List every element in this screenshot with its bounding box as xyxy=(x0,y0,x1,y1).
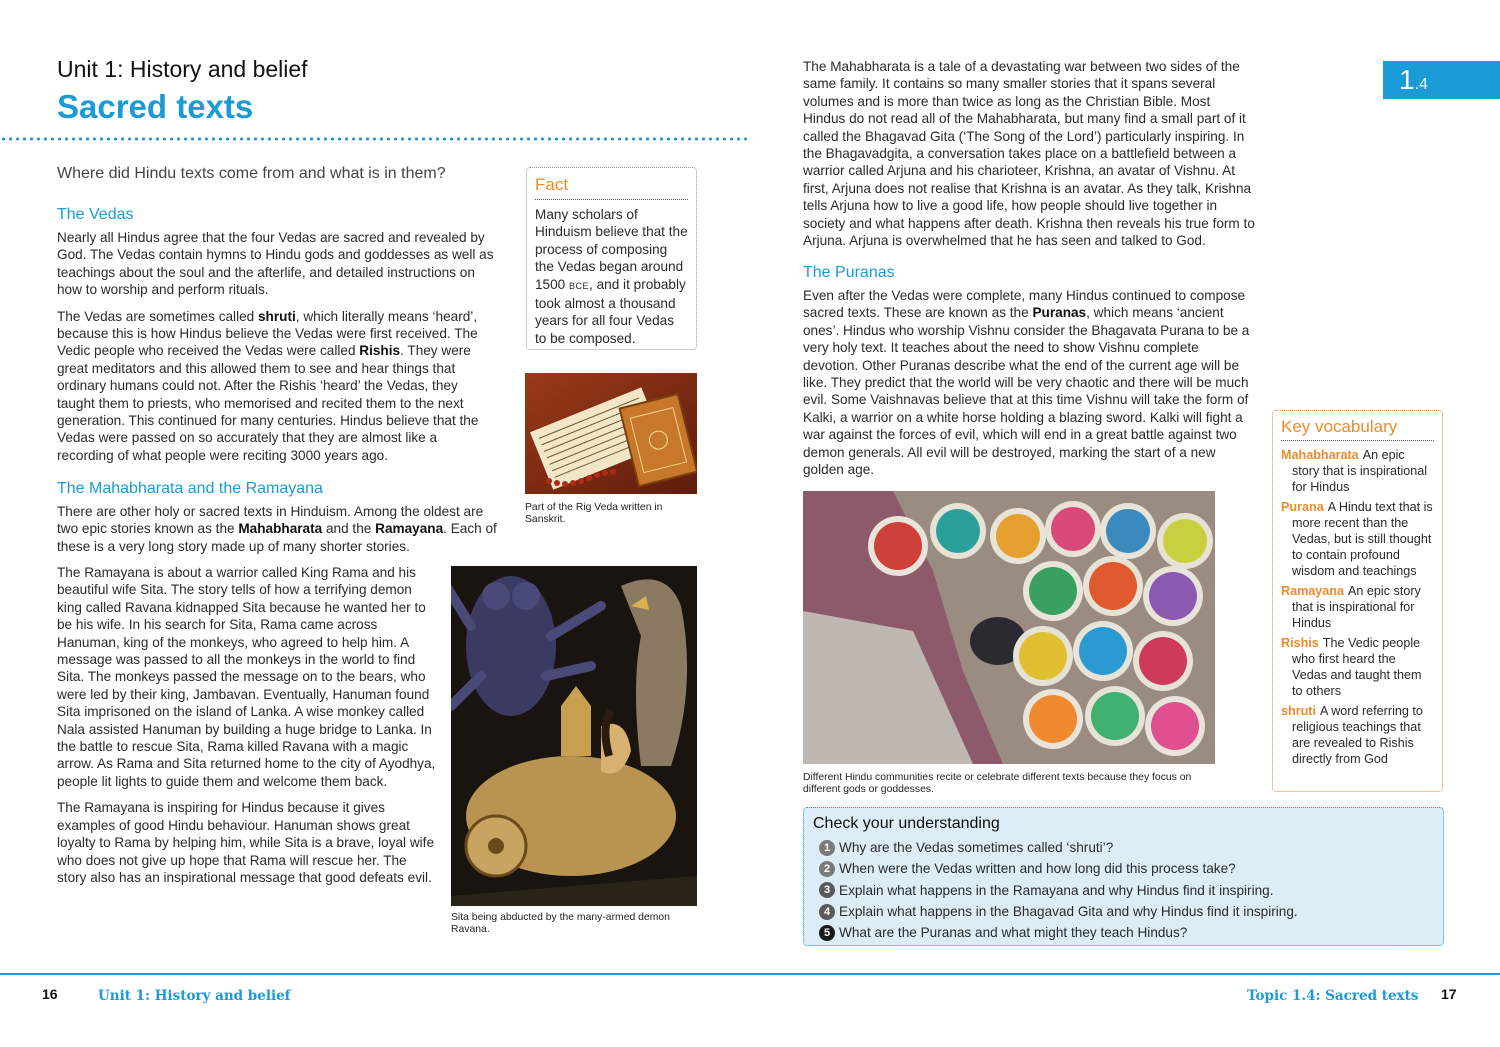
rig-veda-caption: Part of the Rig Veda written in Sanskrit. xyxy=(525,502,663,526)
question-number: 3 xyxy=(819,882,835,898)
mahabharata-section xyxy=(803,58,1255,258)
vocab-term: Mahabharata xyxy=(1281,448,1359,462)
mahabharata-paragraph: The Mahabharata is a tale of a devastating war between two sides of the same family. It contains so many smaller stories that it spans several volumes and is more than twice as long as the Christian Bible. Most Hindus do not read all of the Mahabharata, but many find a small part of it called the Bhagavad Gita (‘The Song of the Lord’) particularly inspiring. In the Bhagavadgita, a conversation takes place on a battlefield between a warrior called Arjuna and his charioteer, Krishna, an avatar of Vishnu. At first, Arjuna does not realise that Krishna is an avatar. As they talk, Krishna tells Arjuna how to live a good life, how people should live together in society and what happens after death. Krishna then reveals his true form to Arjuna. Arjuna is overwhelmed that he has seen and talked to God. xyxy=(803,59,1255,249)
topic-badge xyxy=(1383,61,1500,99)
question-text: Explain what happens in the Bhagavad Gita and why Hindus find it inspiring. xyxy=(839,903,1298,919)
fact-box xyxy=(526,167,697,350)
puranas-section xyxy=(803,264,1255,487)
question-number: 2 xyxy=(819,861,835,877)
question-text: When were the Vedas written and how long did this process take? xyxy=(839,861,1236,877)
vocab-entry xyxy=(1281,703,1434,767)
question-item xyxy=(813,922,1434,943)
vocab-entry xyxy=(1281,499,1434,579)
painted-plates-photo xyxy=(803,491,1215,764)
puranas-heading: The Puranas xyxy=(803,264,895,281)
vocab-definition: A word referring to religious teachings that are revealed to Rishis directly from God xyxy=(1292,704,1423,766)
check-heading: Check your understanding xyxy=(813,815,1000,832)
topic-badge-subnumber: .4 xyxy=(1414,76,1428,93)
epics-section xyxy=(57,480,497,564)
footer-rule xyxy=(0,973,1500,975)
fact-heading: Fact xyxy=(535,175,688,200)
term-rishis: Rishis xyxy=(359,343,401,359)
fact-text: Many scholars of Hinduism believe that the process of composing the Vedas began around 1500 BCE, and it probably took almost a thousand years for all four Vedas to be composed. xyxy=(535,207,688,346)
term-ramayana: Ramayana xyxy=(375,521,444,537)
vocab-term: shruti xyxy=(1281,704,1316,718)
ramayana-section xyxy=(57,564,437,895)
vedas-paragraph-1: Nearly all Hindus agree that the four Vedas are sacred and revealed by God. The Vedas contain hymns to Hindu gods and goddesses as well as teachings about the soul and the afterlife, and detailed instructions on how to worship and perform rituals. xyxy=(57,230,494,298)
question-text: Explain what happens in the Ramayana and why Hindus find it inspiring. xyxy=(839,882,1274,898)
question-number: 5 xyxy=(819,925,835,941)
vedas-section xyxy=(57,206,497,473)
sita-abduction-illustration xyxy=(451,566,697,906)
question-number: 4 xyxy=(819,904,835,920)
vocab-term: Ramayana xyxy=(1281,584,1345,598)
question-number: 1 xyxy=(819,840,835,856)
check-understanding-box xyxy=(803,807,1444,946)
left-running-footer: Unit 1: History and belief xyxy=(98,988,291,1004)
dotted-divider xyxy=(0,137,748,141)
vocab-heading: Key vocabulary xyxy=(1281,417,1434,441)
vocab-definition: A Hindu text that is more recent than the Vedas, but is still thought to contain profound wisdom and teachings xyxy=(1292,500,1433,578)
term-mahabharata: Mahabharata xyxy=(238,521,323,537)
ramayana-paragraph-1: The Ramayana is about a warrior called King Rama and his beautiful wife Sita. The story tells of how a terrifying demon king called Ravana kidnapped Sita because he wanted her to be his wife. In his search for Sita, Rama came across Hanuman, king of the monkeys, who agreed to help him. A message was passed to all the monkeys in the world to find Sita. The monkeys passed the message on to the bears, who were led by their king, Jambavan. Eventually, Hanuman found Sita imprisoned on the island of Lanka. A wise monkey called Nala assisted Hanuman by building a huge bridge to Lanka. In the battle to rescue Sita, Rama killed Ravana with a magic arrow. As Rama and Sita returned home to the city of Ayodhya, people lit lights to guide them and welcome them back. xyxy=(57,565,436,789)
sita-caption: Sita being abducted by the many-armed demon Ravana. xyxy=(451,912,670,936)
vocab-entry xyxy=(1281,447,1434,495)
vocab-entry xyxy=(1281,583,1434,631)
question-text: What are the Puranas and what might they teach Hindus? xyxy=(839,925,1188,941)
plates-caption: Different Hindu communities recite or celebrate different texts because they focus on different gods or goddesses. xyxy=(803,772,1192,796)
rig-veda-photo xyxy=(525,373,697,494)
vocab-definition: The Vedic people who first heard the Vedas and taught them to others xyxy=(1292,636,1422,698)
question-item xyxy=(813,858,1434,879)
vocab-entry xyxy=(1281,635,1434,699)
ramayana-paragraph-2: The Ramayana is inspiring for Hindus because it gives examples of good Hindu behaviour. Hanuman shows great loyalty to Rama by helping him, while Sita is a brave, loyal wife who does not give up hope that Rama will rescue her. The story also has an inspirational message that good defeats evil. xyxy=(57,800,435,885)
vocab-term: Purana xyxy=(1281,500,1324,514)
term-shruti: shruti xyxy=(258,308,296,324)
right-page-number: 17 xyxy=(1441,986,1457,1002)
puranas-paragraph: Even after the Vedas were complete, many Hindus continued to compose sacred texts. These are known as the Puranas, which means ‘ancient ones’. Hindus who worship Vishnu consider the Bhagavata Purana to be a very holy text. It teaches about the need to show Vishnu complete devotion. Other Puranas describe what the end of the current age will be like. They predict that the world will be very chaotic and there will be much evil. Some Vaishnavas believe that at this time Vishnu will take the form of Kalki, a warrior on a white horse holding a blazing sword. Kalki will fight a war against the forces of evil, which will end in a great battle against two demon generals. All evil will be destroyed, marking the start of a new golden age. xyxy=(803,288,1250,478)
question-item xyxy=(813,837,1434,858)
page-title: Sacred texts xyxy=(57,88,254,125)
term-puranas: Puranas xyxy=(1032,305,1087,321)
unit-title: Unit 1: History and belief xyxy=(57,56,308,82)
vedas-heading: The Vedas xyxy=(57,206,134,223)
left-page-number: 16 xyxy=(42,986,58,1002)
question-item xyxy=(813,901,1434,922)
lead-question: Where did Hindu texts come from and what is in them? xyxy=(57,165,446,182)
epics-heading: The Mahabharata and the Ramayana xyxy=(57,480,323,497)
vocab-definition: An epic story that is inspirational for Hindus xyxy=(1292,584,1421,630)
question-item xyxy=(813,880,1434,901)
vocab-definition: An epic story that is inspirational for Hindus xyxy=(1292,448,1428,494)
question-text: Why are the Vedas sometimes called ‘shruti’? xyxy=(839,840,1114,855)
vedas-paragraph-2: The Vedas are sometimes called shruti, which literally means ‘heard’, because this is how Hindus believe the Vedas were first received. The Vedic people who received the Vedas were called Rishis. They were great meditators and this allowed them to see and hear things that ordinary humans could not. After the Rishis ‘heard’ the Vedas, they taught them to priests, who memorised and recited them to the next generation. This continued for many centuries. Hindus believe that the Vedas were passed on so accurately that they are almost like a recording of what people were reciting 3000 years ago. xyxy=(57,308,479,463)
topic-badge-number: 1 xyxy=(1399,64,1415,95)
vocab-term: Rishis xyxy=(1281,636,1319,650)
epics-paragraph-1: There are other holy or sacred texts in Hinduism. Among the oldest are two epic stories known as the Mahabharata and the Ramayana. Each of these is a very long story made up of many shorter stories. xyxy=(57,504,497,554)
key-vocabulary-box xyxy=(1272,410,1443,792)
right-running-footer: Topic 1.4: Sacred texts xyxy=(1247,988,1419,1004)
